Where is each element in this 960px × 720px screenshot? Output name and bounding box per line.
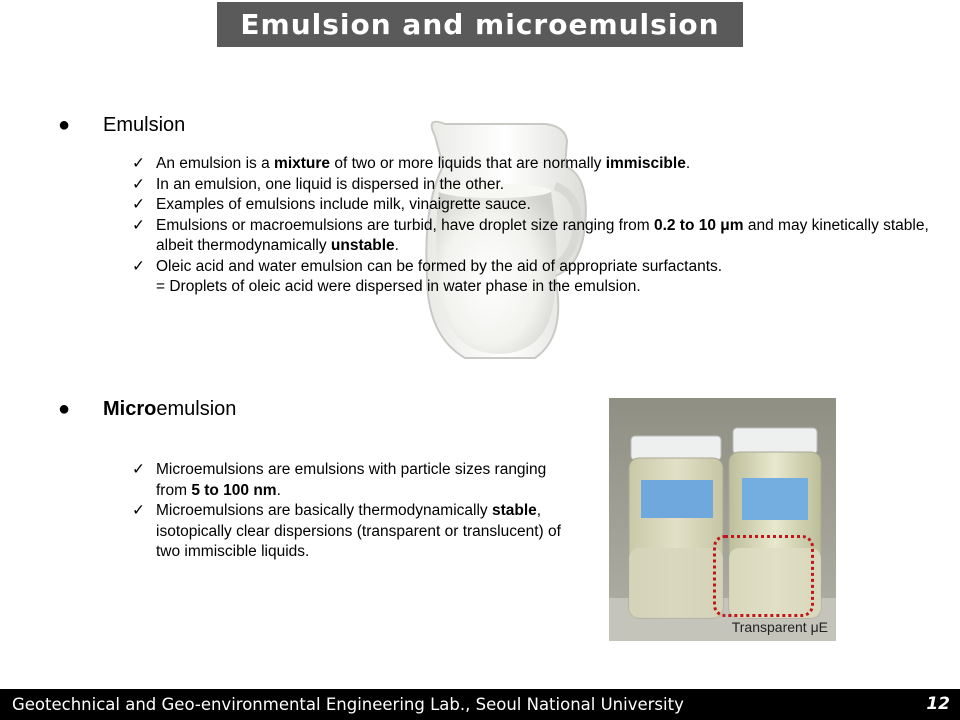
emulsion-heading — [58, 114, 185, 137]
check-icon: ✓ — [132, 216, 145, 234]
emulsion-item — [132, 216, 960, 257]
emulsion-item — [132, 257, 960, 298]
check-icon: ✓ — [132, 502, 145, 519]
figure-caption: Transparent μE — [731, 619, 828, 635]
emulsion-item — [132, 175, 960, 196]
microemulsion-heading — [58, 398, 236, 421]
check-icon: ✓ — [132, 196, 145, 213]
bullet-icon: ● — [58, 114, 71, 136]
check-icon: ✓ — [132, 175, 145, 193]
microemulsion-list — [132, 460, 572, 563]
page-number: 12 — [926, 694, 950, 714]
microemulsion-item-text: Microemulsions are basically thermodynamically stable, isotopically clear dispersions (transparent or translucent) of two immiscible liquids. — [156, 502, 561, 560]
slide-title: Emulsion and microemulsion — [217, 2, 743, 47]
microemulsion-item-text: Microemulsions are emulsions with particle sizes ranging from 5 to 100 nm. — [156, 461, 547, 499]
transparent-highlight-box — [713, 535, 814, 617]
emulsion-item-subtext: = Droplets of oleic acid were dispersed in water phase in the emulsion. — [156, 278, 641, 295]
footer-text: Geotechnical and Geo-environmental Engineering Lab., Seoul National University — [12, 695, 684, 714]
emulsion-list — [132, 154, 960, 298]
footer-bar — [0, 689, 960, 720]
emulsion-item-text: Examples of emulsions include milk, vinaigrette sauce. — [156, 196, 531, 213]
emulsion-item-text: In an emulsion, one liquid is dispersed in the other. — [156, 175, 505, 193]
emulsion-heading-text: Emulsion — [103, 114, 186, 136]
emulsion-item — [132, 195, 960, 216]
emulsion-item-text: Emulsions or macroemulsions are turbid, have droplet size ranging from 0.2 to 10 μm and may kinetically stable, albeit thermodynamically unstable. — [156, 216, 929, 254]
check-icon: ✓ — [132, 155, 145, 172]
emulsion-item-text: An emulsion is a mixture of two or more liquids that are normally immiscible. — [156, 155, 691, 172]
emulsion-item — [132, 154, 960, 175]
microemulsion-item — [132, 460, 572, 501]
microemulsion-item — [132, 501, 572, 563]
check-icon: ✓ — [132, 257, 145, 275]
microemulsion-heading-text: Microemulsion — [103, 398, 237, 420]
check-icon: ✓ — [132, 461, 145, 478]
emulsion-item-text: Oleic acid and water emulsion can be formed by the aid of appropriate surfactants. — [156, 257, 723, 275]
bullet-icon: ● — [58, 398, 71, 420]
